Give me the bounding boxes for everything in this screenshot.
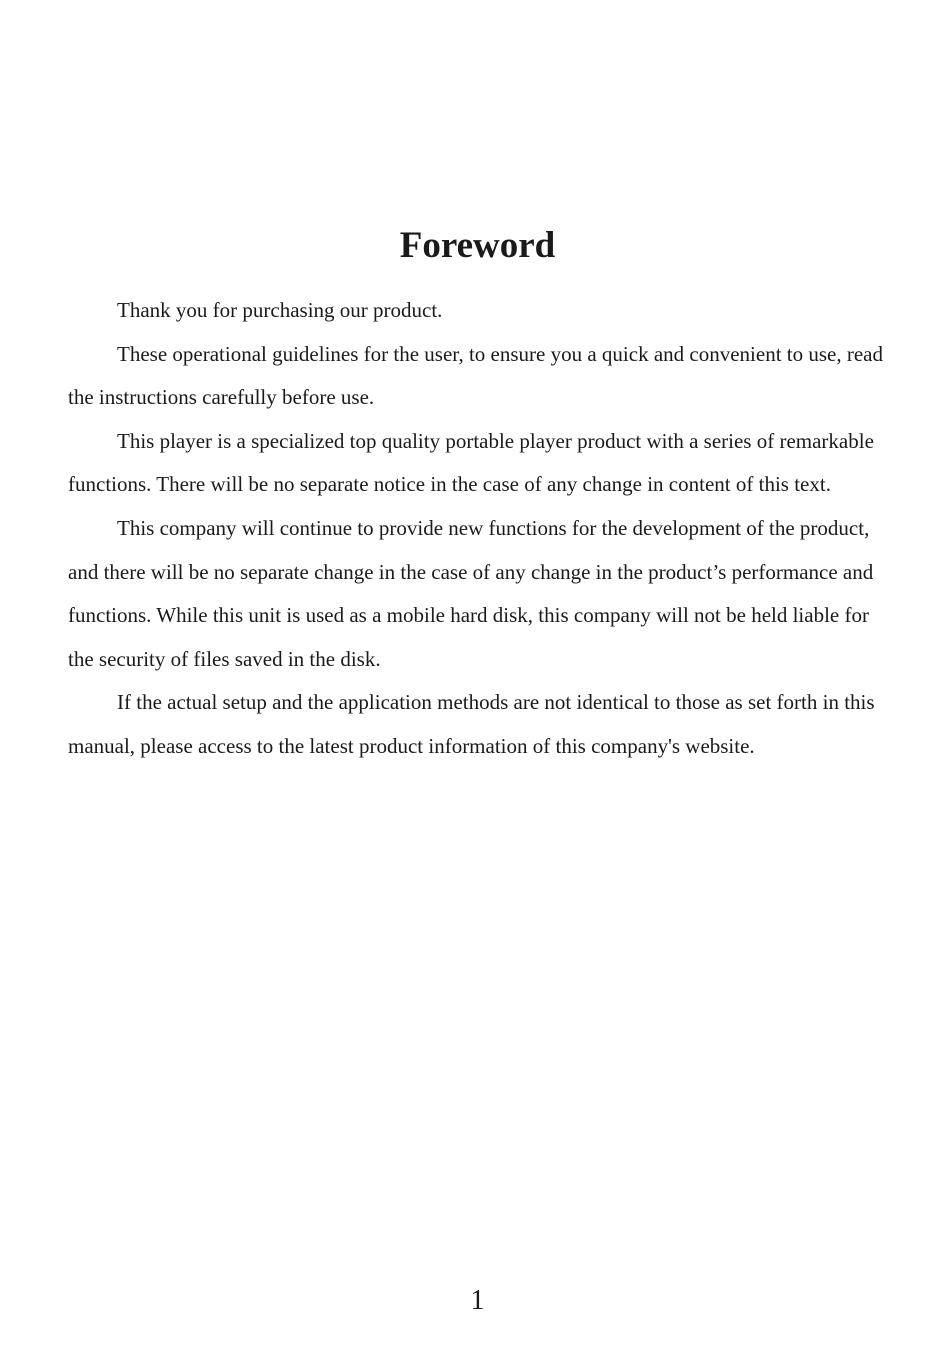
paragraph-website-reference: If the actual setup and the application methods are not identical to those as set forth in this manual, please access to the latest product information of this company's website. — [68, 690, 875, 758]
paragraph-thanks: Thank you for purchasing our product. — [117, 298, 443, 322]
foreword-body — [68, 289, 898, 769]
paragraph-guidelines: These operational guidelines for the user, to ensure you a quick and convenient to use, read the instructions carefully before use. — [68, 341, 883, 410]
page-title: Foreword — [399, 225, 556, 266]
page-number: 1 — [470, 1285, 485, 1316]
paragraph-company-notice: This company will continue to provide new functions for the development of the product, and there will be no separate change in the case of any change in the product’s performance and functions. While this unit is used as a mobile hard disk, this company will not be held liable for the security of files saved in the disk. — [68, 515, 874, 671]
paragraph-product-description: This player is a specialized top quality portable player product with a series of remarkable functions. There will be no separate notice in the case of any change in content of this text. — [68, 428, 874, 497]
